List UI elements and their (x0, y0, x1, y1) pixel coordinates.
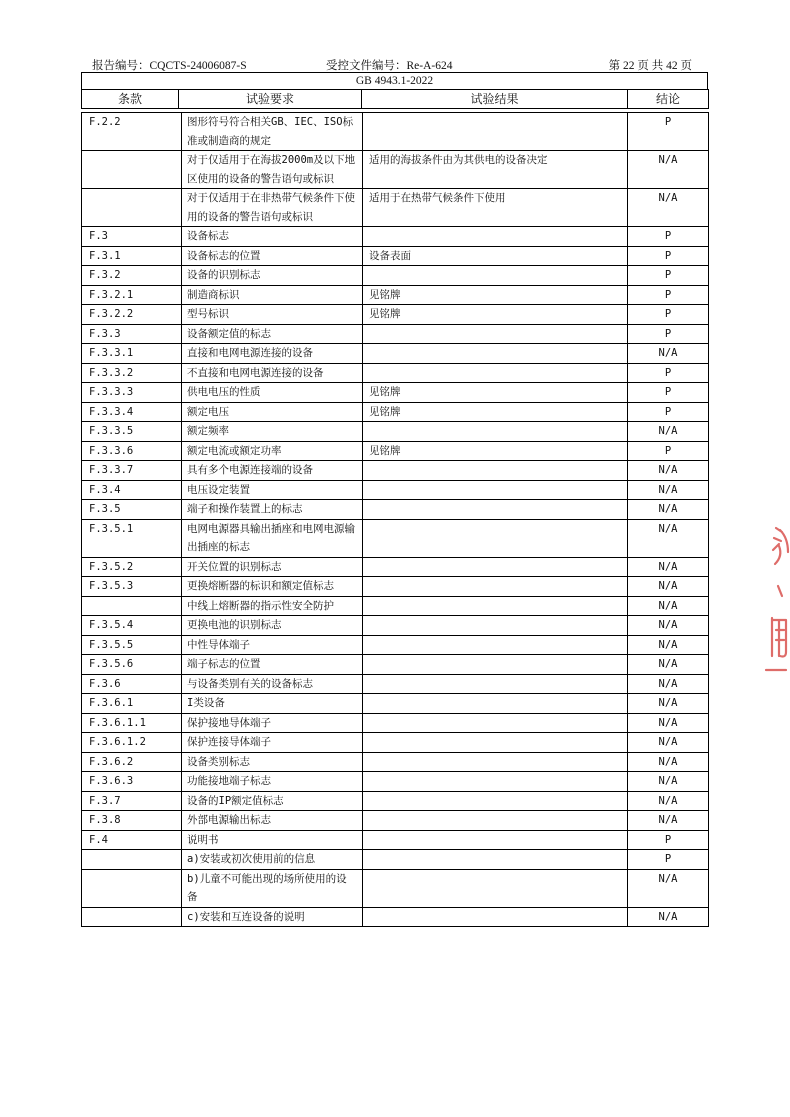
requirement-header: 试验要求 (179, 90, 362, 109)
table-row (82, 285, 709, 305)
result-cell (363, 266, 628, 286)
requirement-cell: 说明书 (182, 830, 363, 850)
requirement-cell: 图形符号符合相关GB、IEC、ISO标准或制造商的规定 (182, 113, 363, 151)
verdict-cell: P (628, 324, 709, 344)
table-row (82, 596, 709, 616)
table-row (82, 616, 709, 636)
test-results-table (81, 112, 709, 927)
table-row (82, 461, 709, 481)
requirement-cell: 电网电源器具输出插座和电网电源输出插座的标志 (182, 519, 363, 557)
clause-cell (82, 850, 182, 870)
result-cell (363, 791, 628, 811)
clause-cell: F.3.6 (82, 674, 182, 694)
clause-header: 条款 (82, 90, 179, 109)
column-header-row (82, 90, 709, 109)
result-cell: 见铭牌 (363, 305, 628, 325)
result-cell (363, 752, 628, 772)
clause-cell: F.3.5.5 (82, 635, 182, 655)
requirement-cell: 端子标志的位置 (182, 655, 363, 675)
result-cell (363, 811, 628, 831)
clause-cell: F.2.2 (82, 113, 182, 151)
requirement-cell: I类设备 (182, 694, 363, 714)
verdict-cell: N/A (628, 189, 709, 227)
requirement-cell: 直接和电网电源连接的设备 (182, 344, 363, 364)
verdict-cell: P (628, 830, 709, 850)
verdict-cell: P (628, 363, 709, 383)
requirement-cell: 设备标志的位置 (182, 246, 363, 266)
clause-cell (82, 151, 182, 189)
verdict-cell: N/A (628, 655, 709, 675)
result-cell (363, 422, 628, 442)
verdict-cell: N/A (628, 344, 709, 364)
requirement-cell: 设备标志 (182, 227, 363, 247)
result-cell: 见铭牌 (363, 383, 628, 403)
clause-cell: F.3 (82, 227, 182, 247)
table-row (82, 655, 709, 675)
table-row (82, 713, 709, 733)
table-row (82, 151, 709, 189)
verdict-cell: N/A (628, 480, 709, 500)
verdict-cell: N/A (628, 616, 709, 636)
verdict-cell: P (628, 441, 709, 461)
result-header: 试验结果 (362, 90, 628, 109)
requirement-cell: 更换熔断器的标识和额定值标志 (182, 577, 363, 597)
requirement-cell: 电压设定装置 (182, 480, 363, 500)
result-cell (363, 500, 628, 520)
verdict-cell: N/A (628, 461, 709, 481)
result-cell (363, 363, 628, 383)
clause-cell: F.3.5.1 (82, 519, 182, 557)
clause-cell: F.3.5.6 (82, 655, 182, 675)
table-row (82, 811, 709, 831)
requirement-cell: b)儿童不可能出现的场所使用的设备 (182, 869, 363, 907)
result-cell: 适用的海拔条件由为其供电的设备决定 (363, 151, 628, 189)
result-cell (363, 519, 628, 557)
requirement-cell: 额定频率 (182, 422, 363, 442)
clause-cell: F.3.7 (82, 791, 182, 811)
requirement-cell: 设备额定值的标志 (182, 324, 363, 344)
clause-cell: F.3.3.7 (82, 461, 182, 481)
clause-cell: F.3.6.1.2 (82, 733, 182, 753)
report-number: 报告编号：CQCTS-24006087-S (92, 60, 247, 72)
result-cell (363, 907, 628, 927)
verdict-cell: N/A (628, 752, 709, 772)
clause-cell: F.3.1 (82, 246, 182, 266)
clause-cell: F.4 (82, 830, 182, 850)
table-row (82, 869, 709, 907)
result-cell (363, 113, 628, 151)
clause-cell: F.3.5 (82, 500, 182, 520)
control-number: 受控文件编号：Re-A-624 (326, 60, 453, 72)
clause-cell: F.3.3.3 (82, 383, 182, 403)
verdict-cell: N/A (628, 500, 709, 520)
result-cell (363, 674, 628, 694)
result-cell (363, 344, 628, 364)
result-cell (363, 733, 628, 753)
result-cell: 见铭牌 (363, 285, 628, 305)
requirement-cell: 中线上熔断器的指示性安全防护 (182, 596, 363, 616)
result-cell (363, 713, 628, 733)
requirement-cell: 设备的IP额定值标志 (182, 791, 363, 811)
result-cell (363, 596, 628, 616)
table-row (82, 577, 709, 597)
column-header-table (81, 89, 709, 109)
requirement-cell: 开关位置的识别标志 (182, 557, 363, 577)
table-row (82, 752, 709, 772)
clause-cell: F.3.3.2 (82, 363, 182, 383)
clause-cell: F.3.4 (82, 480, 182, 500)
table-row (82, 324, 709, 344)
clause-cell: F.3.2.1 (82, 285, 182, 305)
verdict-cell: N/A (628, 577, 709, 597)
clause-cell: F.3.3 (82, 324, 182, 344)
clause-cell: F.3.5.2 (82, 557, 182, 577)
table-row (82, 305, 709, 325)
table-row (82, 189, 709, 227)
table-row (82, 422, 709, 442)
clause-cell (82, 189, 182, 227)
verdict-cell: N/A (628, 713, 709, 733)
table-row (82, 500, 709, 520)
requirement-cell: 保护连接导体端子 (182, 733, 363, 753)
table-row (82, 113, 709, 151)
test-results-body (82, 113, 709, 927)
requirement-cell: 中性导体端子 (182, 635, 363, 655)
requirement-cell: 设备的识别标志 (182, 266, 363, 286)
result-cell (363, 324, 628, 344)
table-row (82, 246, 709, 266)
verdict-cell: N/A (628, 151, 709, 189)
clause-cell (82, 907, 182, 927)
table-row (82, 363, 709, 383)
requirement-cell: 外部电源输出标志 (182, 811, 363, 831)
table-row (82, 733, 709, 753)
table-row (82, 830, 709, 850)
verdict-cell: P (628, 402, 709, 422)
clause-cell: F.3.2 (82, 266, 182, 286)
verdict-cell: N/A (628, 791, 709, 811)
clause-cell: F.3.6.1.1 (82, 713, 182, 733)
verdict-cell: N/A (628, 557, 709, 577)
requirement-cell: 对于仅适用于在非热带气候条件下使用的设备的警告语句或标识 (182, 189, 363, 227)
clause-cell: F.3.6.1 (82, 694, 182, 714)
requirement-cell: 设备类别标志 (182, 752, 363, 772)
result-cell (363, 577, 628, 597)
requirement-cell: 端子和操作装置上的标志 (182, 500, 363, 520)
verdict-cell: N/A (628, 519, 709, 557)
requirement-cell: 功能接地端子标志 (182, 772, 363, 792)
table-row (82, 907, 709, 927)
verdict-cell: N/A (628, 772, 709, 792)
requirement-cell: c)安装和互连设备的说明 (182, 907, 363, 927)
verdict-cell: N/A (628, 694, 709, 714)
table-row (82, 694, 709, 714)
requirement-cell: 对于仅适用于在海拔2000m及以下地区使用的设备的警告语句或标识 (182, 151, 363, 189)
verdict-cell: P (628, 383, 709, 403)
result-cell (363, 869, 628, 907)
verdict-cell: P (628, 227, 709, 247)
result-cell (363, 557, 628, 577)
requirement-cell: 具有多个电源连接端的设备 (182, 461, 363, 481)
verdict-cell: P (628, 113, 709, 151)
requirement-cell: 额定电压 (182, 402, 363, 422)
result-cell: 设备表面 (363, 246, 628, 266)
requirement-cell: 制造商标识 (182, 285, 363, 305)
table-row (82, 674, 709, 694)
table-row (82, 519, 709, 557)
table-row (82, 772, 709, 792)
verdict-header: 结论 (628, 90, 709, 109)
clause-cell: F.3.2.2 (82, 305, 182, 325)
clause-cell: F.3.3.6 (82, 441, 182, 461)
clause-cell: F.3.3.4 (82, 402, 182, 422)
result-cell (363, 616, 628, 636)
result-cell (363, 227, 628, 247)
verdict-cell: N/A (628, 869, 709, 907)
result-cell (363, 850, 628, 870)
table-row (82, 635, 709, 655)
page-info: 第 22 页 共 42 页 (608, 60, 692, 72)
red-seal-stamp (764, 520, 790, 680)
verdict-cell: P (628, 305, 709, 325)
table-row (82, 480, 709, 500)
requirement-cell: 与设备类别有关的设备标志 (182, 674, 363, 694)
result-cell: 适用于在热带气候条件下使用 (363, 189, 628, 227)
clause-cell: F.3.5.4 (82, 616, 182, 636)
table-row (82, 266, 709, 286)
result-cell (363, 635, 628, 655)
verdict-cell: N/A (628, 907, 709, 927)
verdict-cell: P (628, 850, 709, 870)
verdict-cell: P (628, 266, 709, 286)
result-cell (363, 480, 628, 500)
clause-cell (82, 869, 182, 907)
requirement-cell: 额定电流或额定功率 (182, 441, 363, 461)
table-row (82, 791, 709, 811)
standard-title: GB 4943.1-2022 (81, 72, 708, 89)
requirement-cell: 型号标识 (182, 305, 363, 325)
verdict-cell: N/A (628, 733, 709, 753)
table-row (82, 344, 709, 364)
verdict-cell: P (628, 246, 709, 266)
result-cell (363, 772, 628, 792)
clause-cell: F.3.3.5 (82, 422, 182, 442)
verdict-cell: N/A (628, 422, 709, 442)
clause-cell (82, 596, 182, 616)
verdict-cell: N/A (628, 596, 709, 616)
result-cell (363, 461, 628, 481)
table-row (82, 227, 709, 247)
verdict-cell: P (628, 285, 709, 305)
requirement-cell: a)安装或初次使用前的信息 (182, 850, 363, 870)
clause-cell: F.3.6.3 (82, 772, 182, 792)
requirement-cell: 更换电池的识别标志 (182, 616, 363, 636)
result-cell: 见铭牌 (363, 441, 628, 461)
clause-cell: F.3.5.3 (82, 577, 182, 597)
table-row (82, 441, 709, 461)
requirement-cell: 保护接地导体端子 (182, 713, 363, 733)
table-row (82, 557, 709, 577)
result-cell (363, 830, 628, 850)
result-cell (363, 655, 628, 675)
report-table-frame (81, 72, 708, 927)
clause-cell: F.3.6.2 (82, 752, 182, 772)
verdict-cell: N/A (628, 635, 709, 655)
verdict-cell: N/A (628, 811, 709, 831)
table-row (82, 402, 709, 422)
verdict-cell: N/A (628, 674, 709, 694)
requirement-cell: 不直接和电网电源连接的设备 (182, 363, 363, 383)
clause-cell: F.3.8 (82, 811, 182, 831)
table-row (82, 850, 709, 870)
requirement-cell: 供电电压的性质 (182, 383, 363, 403)
page-header (92, 57, 692, 73)
result-cell (363, 694, 628, 714)
result-cell: 见铭牌 (363, 402, 628, 422)
table-row (82, 383, 709, 403)
clause-cell: F.3.3.1 (82, 344, 182, 364)
